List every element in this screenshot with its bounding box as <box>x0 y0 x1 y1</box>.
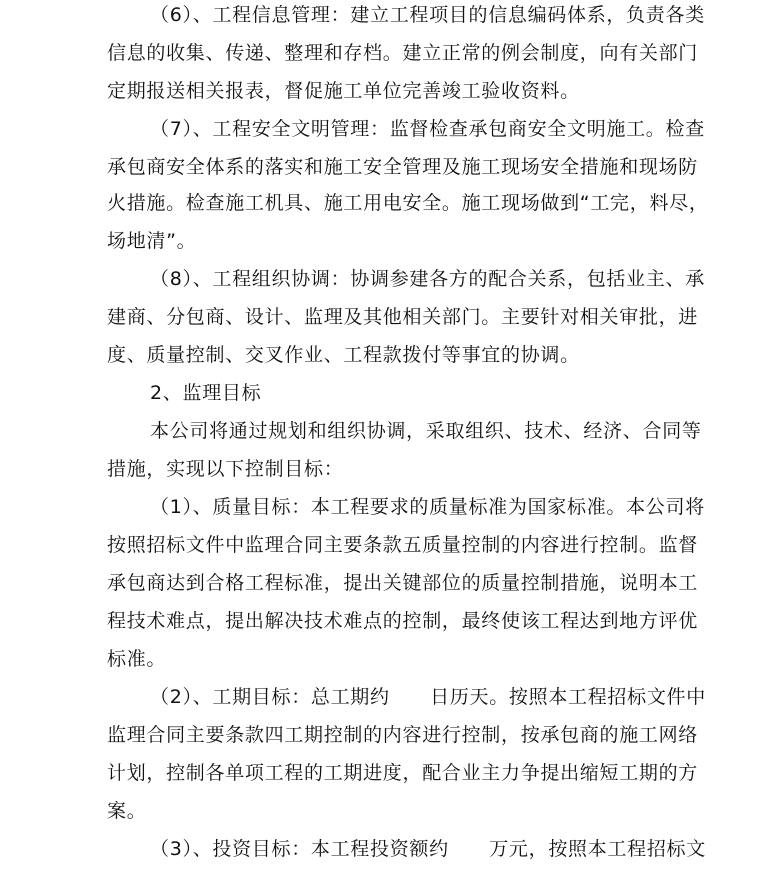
text-line: 场地清”。 <box>107 230 197 252</box>
text-line: 标准。 <box>107 648 167 670</box>
text-line: 信息的收集、传递、整理和存档。建立正常的例会制度，向有关部门 <box>107 42 699 64</box>
text-line: 度、质量控制、交叉作业、工程款拨付等事宜的协调。 <box>107 344 580 366</box>
text-line: 建商、分包商、设计、监理及其他相关部门。主要针对相关审批，进 <box>107 306 699 328</box>
text-line: 案。 <box>107 800 147 822</box>
section-heading: 2、监理目标 <box>150 382 262 404</box>
text-line: （7）、工程安全文明管理：监督检查承包商安全文明施工。检查 <box>150 118 705 140</box>
text-line: 本公司将通过规划和组织协调，采取组织、技术、经济、合同等 <box>150 420 702 442</box>
text-line: （2）、工期目标：总工期约 日历天。按照本工程招标文件中 <box>150 686 706 708</box>
text-line: 承包商达到合格工程标准，提出关键部位的质量控制措施，说明本工 <box>107 572 699 594</box>
text-line: 监理合同主要条款四工期控制的内容进行控制，按承包商的施工网络 <box>107 724 699 746</box>
text-line: 定期报送相关报表，督促施工单位完善竣工验收资料。 <box>107 80 580 102</box>
text-line: 火措施。检查施工机具、施工用电安全。施工现场做到“工完，料尽， <box>107 192 709 214</box>
text-line: （1）、质量目标：本工程要求的质量标准为国家标准。本公司将 <box>150 496 705 518</box>
text-line: （3）、投资目标：本工程投资额约 万元，按照本工程招标文 <box>150 838 706 860</box>
text-line: 承包商安全体系的落实和施工安全管理及施工现场安全措施和现场防 <box>107 156 699 178</box>
text-line: 按照招标文件中监理合同主要条款五质量控制的内容进行控制。监督 <box>107 534 699 556</box>
text-line: 程技术难点，提出解决技术难点的控制，最终使该工程达到地方评优 <box>107 610 699 632</box>
text-line: 计划，控制各单项工程的工期进度，配合业主力争提出缩短工期的方 <box>107 762 699 784</box>
text-line: 措施，实现以下控制目标： <box>107 458 344 480</box>
text-line: （8）、工程组织协调：协调参建各方的配合关系，包括业主、承 <box>150 268 705 290</box>
text-line: （6）、工程信息管理：建立工程项目的信息编码体系，负责各类 <box>150 4 705 26</box>
